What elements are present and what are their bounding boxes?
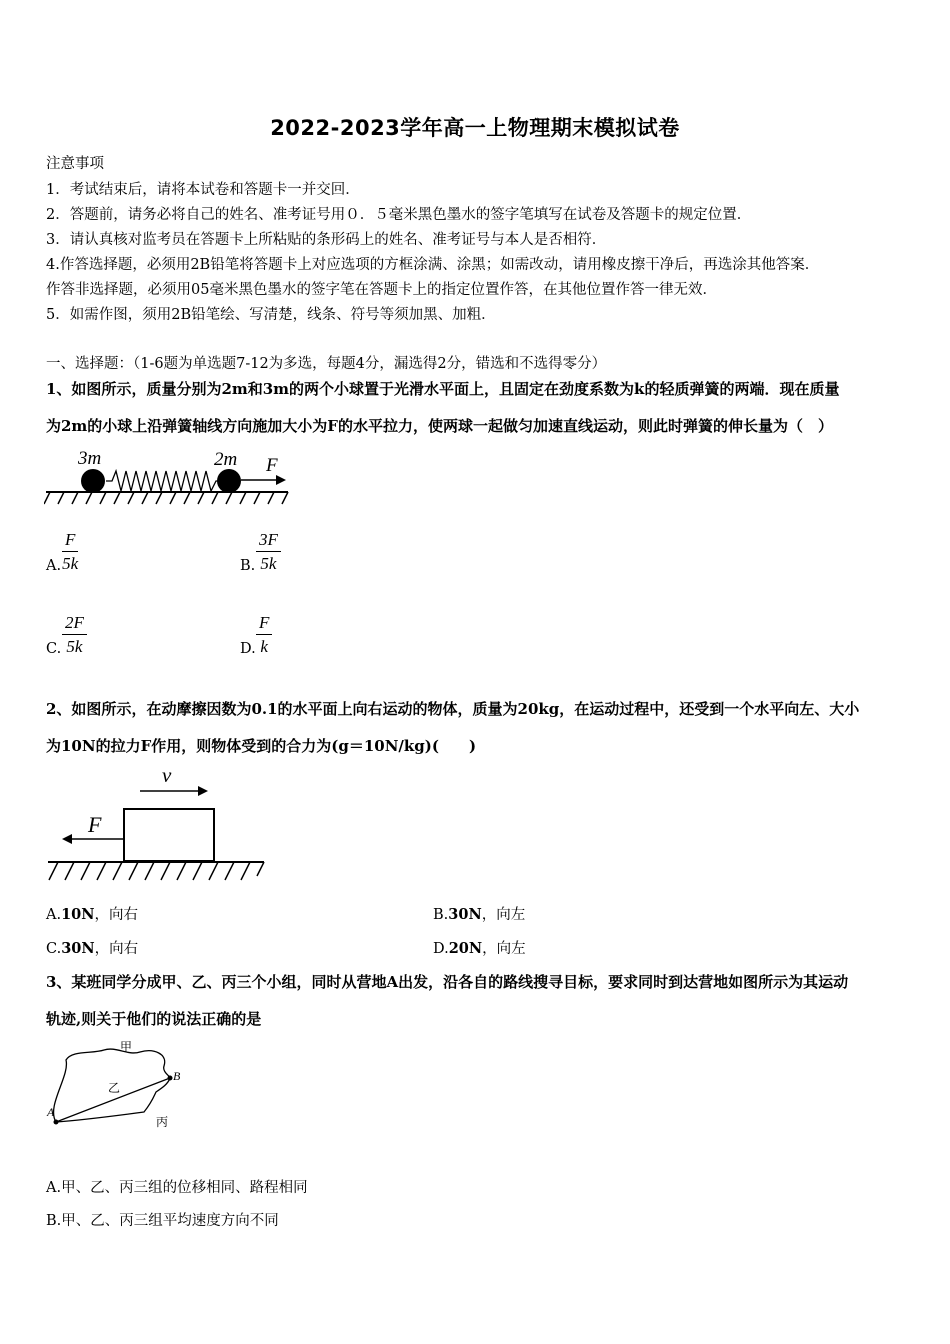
label-jia: 甲	[120, 1040, 133, 1054]
q2-block-figure	[44, 762, 274, 886]
q1-stem-line1: 1、如图所示，质量分别为2m和3m的两个小球置于光滑水平面上，且固定在劲度系数为k的轻质弹簧的两端．现在质量	[46, 380, 840, 398]
option-label: D.	[433, 941, 449, 957]
denominator: 5k	[260, 554, 277, 573]
q1-option-b[interactable]	[256, 530, 281, 574]
numerator: 2F	[62, 613, 87, 635]
numerator: F	[62, 530, 78, 552]
q1-option-c[interactable]	[62, 613, 87, 657]
label-a: A	[47, 1105, 55, 1119]
option-direction: ，向右	[94, 907, 139, 923]
spring	[106, 471, 222, 491]
page-title: 2022-2023学年高一上物理期末模拟试卷	[270, 116, 680, 140]
option-value: 30N	[61, 940, 95, 957]
q3-stem-line2: 轨迹,则关于他们的说法正确的是	[46, 1010, 262, 1028]
q2-stem-line1: 2、如图所示，在动摩擦因数为0.1的水平面上向右运动的物体，质量为20kg，在运动过程中，还受到一个水平向左、大小	[46, 700, 860, 718]
notice-item: 5．如需作图，须用2B铅笔绘、写清楚，线条、符号等须加黑、加粗．	[46, 307, 496, 323]
q1-option-c-label[interactable]: C.	[46, 641, 62, 657]
denominator: 5k	[62, 554, 79, 573]
label-3m: 3m	[78, 448, 102, 469]
q1-option-d[interactable]	[256, 613, 272, 657]
label-b: B	[173, 1069, 181, 1083]
notice-item: 作答非选择题，必须用05毫米黑色墨水的签字笔在答题卡上的指定位置作答，在其他位置作答一律无效．	[46, 282, 717, 298]
option-value: 10N	[61, 906, 95, 923]
q1-option-a[interactable]	[62, 530, 78, 574]
q1-option-b-label[interactable]: B.	[240, 558, 256, 574]
q1-spring-figure	[44, 444, 294, 514]
label-v: v	[162, 763, 172, 787]
notice-item: 3．请认真核对监考员在答题卡上所粘贴的条形码上的姓名、准考证号与本人是否相符．	[46, 232, 607, 248]
ground-hatch	[49, 862, 264, 880]
q1-option-d-label[interactable]: D.	[240, 641, 256, 657]
point-a	[54, 1120, 59, 1125]
q3-stem-line1: 3、某班同学分成甲、乙、丙三个小组，同时从营地A出发，沿各自的路线搜寻目标，要求同时到达营地如图所示为其运动	[46, 973, 849, 991]
q2-option-b[interactable]	[433, 903, 525, 924]
q1-stem-line2: 为2m的小球上沿弹簧轴线方向施加大小为F的水平拉力，使两球一起做匀加速直线运动，则此时弹簧的伸长量为（ ）	[46, 417, 833, 435]
q2-option-c[interactable]	[46, 937, 138, 958]
ground-hatch	[44, 492, 288, 504]
option-label: B.	[433, 907, 449, 923]
notice-item: 1．考试结束后，请将本试卷和答题卡一并交回．	[46, 182, 360, 198]
velocity-arrowhead	[198, 786, 208, 796]
notice-item: 4.作答选择题，必须用2B铅笔将答题卡上对应选项的方框涂满、涂黑；如需改动，请用橡皮擦干净后，再选涂其他答案．	[46, 257, 820, 273]
option-direction: ，向右	[94, 941, 139, 957]
ball-3m	[81, 469, 105, 493]
force-arrowhead	[276, 475, 286, 485]
notice-heading: 注意事项	[46, 156, 104, 172]
point-b	[168, 1076, 173, 1081]
option-direction: ，向左	[481, 907, 526, 923]
denominator: 5k	[66, 637, 83, 656]
ball-2m	[217, 469, 241, 493]
q3-option-a[interactable]: A.甲、乙、丙三组的位移相同、路程相同	[46, 1180, 308, 1196]
force-arrowhead	[62, 834, 72, 844]
q2-option-d[interactable]	[433, 937, 526, 958]
option-value: 20N	[448, 940, 483, 957]
q3-path-figure	[44, 1036, 194, 1136]
label-bing: 丙	[156, 1115, 169, 1129]
option-direction: ，向左	[482, 941, 526, 957]
option-label: C.	[46, 941, 62, 957]
q3-option-b[interactable]: B.甲、乙、丙三组平均速度方向不同	[46, 1213, 279, 1229]
section-heading: 一、选择题：（1-6题为单选题7-12为多选，每题4分，漏选得2分，错选和不选得零分）	[46, 356, 607, 372]
q2-option-a[interactable]	[46, 903, 138, 924]
label-F: F	[266, 455, 278, 476]
q2-stem-line2: 为10N的拉力F作用，则物体受到的合力为(g＝10N/kg)( )	[46, 737, 477, 755]
label-2m: 2m	[214, 449, 238, 470]
denominator: k	[260, 637, 268, 656]
numerator: 3F	[256, 530, 281, 552]
block	[124, 809, 214, 861]
numerator: F	[256, 613, 272, 635]
label-F: F	[88, 812, 102, 837]
option-value: 30N	[448, 906, 482, 923]
label-yi: 乙	[108, 1081, 121, 1095]
q1-option-a-label[interactable]: A.	[46, 558, 62, 574]
option-label: A.	[46, 907, 62, 923]
notice-item: 2．答题前，请务必将自己的姓名、准考证号用０．５毫米黑色墨水的签字笔填写在试卷及答题卡的规定位置．	[46, 207, 752, 223]
